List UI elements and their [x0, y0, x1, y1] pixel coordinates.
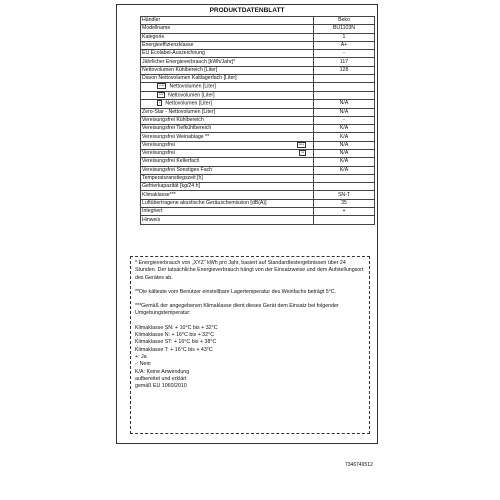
spec-label [141, 83, 314, 91]
spec-label [141, 166, 314, 174]
spec-value: 1 [314, 33, 375, 41]
spec-row [141, 199, 375, 207]
spec-value: SN-T [314, 191, 375, 199]
spec-row [141, 141, 375, 149]
spec-row [141, 108, 375, 116]
spec-label [141, 33, 314, 41]
spec-value: K/A [314, 166, 375, 174]
spec-value: K/A [314, 133, 375, 141]
spec-label [141, 50, 314, 58]
footnote-climate: ***Gemäß der angegebenen Klimaklasse dient dieses Gerät dem Einsatz bei folgender Umgebungstemperatur: [135, 303, 339, 317]
spec-label [141, 17, 314, 25]
spec-label-text: Vereisungsfrei Kellerfach [142, 158, 200, 165]
spec-value: N/A [314, 108, 375, 116]
spec-label [141, 108, 314, 116]
spec-label [141, 100, 314, 108]
spec-row [141, 25, 375, 33]
spec-value: K/A [314, 125, 375, 133]
spec-value: BU1103N [314, 25, 375, 33]
spec-label-text: EU Ecolabel-Auszeichnung [142, 50, 205, 57]
spec-label [141, 174, 314, 182]
star-rating-icon: **** [159, 84, 165, 89]
spec-label-text: Energieeffizienzklasse [142, 42, 194, 49]
spec-row [141, 100, 375, 108]
spec-label-text: Vereisungsfrei [142, 150, 175, 157]
spec-label [141, 41, 314, 49]
spec-label-text: Zero-Star - Nettovolumen [Liter] [142, 108, 215, 115]
spec-label [141, 66, 314, 74]
spec-value: 117 [314, 58, 375, 66]
spec-value: 35 [314, 199, 375, 207]
spec-label-text: Vereisungsfrei Sonstiges Fach [142, 166, 213, 173]
spec-row [141, 17, 375, 25]
spec-label [141, 125, 314, 133]
spec-value: - [314, 50, 375, 58]
climate-class-n: Klimaklasse N: + 16°C bis + 32°C [135, 332, 215, 339]
spec-row [141, 33, 375, 41]
climate-class-sn: Klimaklasse SN: + 10°C bis + 32°C [135, 324, 218, 331]
spec-label-text: Klimaklasse*** [142, 191, 176, 198]
spec-label [141, 91, 314, 99]
spec-value: + [314, 208, 375, 216]
footnotes-box [130, 256, 370, 434]
spec-row [141, 91, 375, 99]
spec-label [141, 149, 314, 157]
spec-label-text: Vereisungsfrei Kühlbereich [142, 116, 204, 123]
spec-label-text: Vereisungsfrei Tiefkühlbereich [142, 125, 212, 132]
page-title: PRODUKTDATENBLATT [209, 7, 285, 14]
spec-label-text: Temperaturanstiegszeit [h] [142, 175, 203, 182]
spec-value: A+ [314, 41, 375, 49]
star-rating-icon: ** [301, 151, 304, 156]
spec-row [141, 208, 375, 216]
spec-label [141, 25, 314, 33]
spec-label-text: Davon Nettovolumen Kaltlagerfach [Liter] [142, 75, 237, 82]
spec-row [141, 66, 375, 74]
spec-value: Beko [314, 17, 375, 25]
spec-label [141, 133, 314, 141]
spec-value [314, 75, 375, 83]
spec-label [141, 183, 314, 191]
spec-label [141, 199, 314, 207]
spec-row [141, 50, 375, 58]
spec-row [141, 41, 375, 49]
spec-label-text: Hinweis [142, 216, 161, 223]
legend-regulation: gemäß EU 1060/2010 [135, 383, 187, 390]
spec-value: 128 [314, 66, 375, 74]
spec-label [141, 75, 314, 83]
document-code: 7346749512 [345, 462, 373, 468]
footnote-wine: **Die kälteste vom Benutzer einstellbare Lagertemperatur des Weinfachs beträgt 5°C. [135, 288, 337, 295]
climate-class-t: Klimaklasse T: + 16°C bis + 43°C [135, 346, 213, 353]
spec-value [314, 91, 375, 99]
legend-no: -: Nein [135, 361, 151, 368]
spec-row [141, 83, 375, 91]
spec-label [141, 216, 314, 224]
spec-label [141, 141, 314, 149]
legend-yes: +: Ja [135, 353, 147, 360]
star-rating-icon: *** [159, 92, 164, 97]
spec-value: K/A [314, 158, 375, 166]
legend-na: K/A: Keine Anwendung [135, 368, 190, 375]
spec-label [141, 58, 314, 66]
spec-value [314, 174, 375, 182]
star-rating-icon: **** [298, 142, 304, 147]
footnote-energy: * Energieverbrauch von „XYZ“ kWh pro Jahr, basiert auf Standardtestergebnissen über 24 Stunden. Der tatsächliche Energieverbrauch hängt von der Einsatzweise und dem Aufstellungsort des Gerätes ab. [135, 260, 364, 281]
spec-row [141, 216, 375, 224]
spec-value: N/A [314, 149, 375, 157]
spec-value [314, 83, 375, 91]
spec-row [141, 191, 375, 199]
spec-label-text: Nettovolumen [Liter] [168, 92, 215, 99]
climate-class-st: Klimaklasse ST: + 16°C bis + 38°C [135, 339, 217, 346]
spec-label-text: Luftübertragene akustische Geräuschemission [dB(A)] [142, 199, 267, 206]
spec-value [314, 216, 375, 224]
spec-label-text: Kategorie [142, 33, 165, 40]
spec-row [141, 174, 375, 182]
spec-label [141, 208, 314, 216]
spec-label [141, 116, 314, 124]
spec-row [141, 133, 375, 141]
spec-value [314, 183, 375, 191]
spec-label [141, 158, 314, 166]
spec-row [141, 183, 375, 191]
spec-value: N/A [314, 141, 375, 149]
spec-row [141, 158, 375, 166]
spec-label-text: Händler [142, 17, 161, 24]
spec-label-text: Vereisungsfrei Weinablage ** [142, 133, 210, 140]
spec-table [140, 16, 375, 225]
legend-prepared: aufbereitet und erklärt [135, 375, 187, 382]
spec-value: N/A [314, 100, 375, 108]
star-rating-icon: * [159, 101, 161, 106]
spec-label-text: Modellname [142, 25, 171, 32]
spec-row [141, 166, 375, 174]
spec-row [141, 125, 375, 133]
spec-row [141, 75, 375, 83]
spec-row [141, 116, 375, 124]
spec-label-text: Integriert [142, 208, 163, 215]
spec-row [141, 149, 375, 157]
spec-label-text: Nettovolumen [Liter] [169, 83, 216, 90]
spec-label-text: Gefrierkapazität [kg/24 h] [142, 183, 200, 190]
spec-value: - [314, 116, 375, 124]
spec-label [141, 191, 314, 199]
spec-label-text: Nettovolumen [Liter] [165, 100, 212, 107]
spec-row [141, 58, 375, 66]
spec-label-text: Vereisungsfrei [142, 141, 175, 148]
spec-label-text: Nettovolumen Kühlbereich [Liter] [142, 66, 218, 73]
spec-label-text: Jährlicher Energieverbrauch [kWh/Jahr]* [142, 58, 236, 65]
